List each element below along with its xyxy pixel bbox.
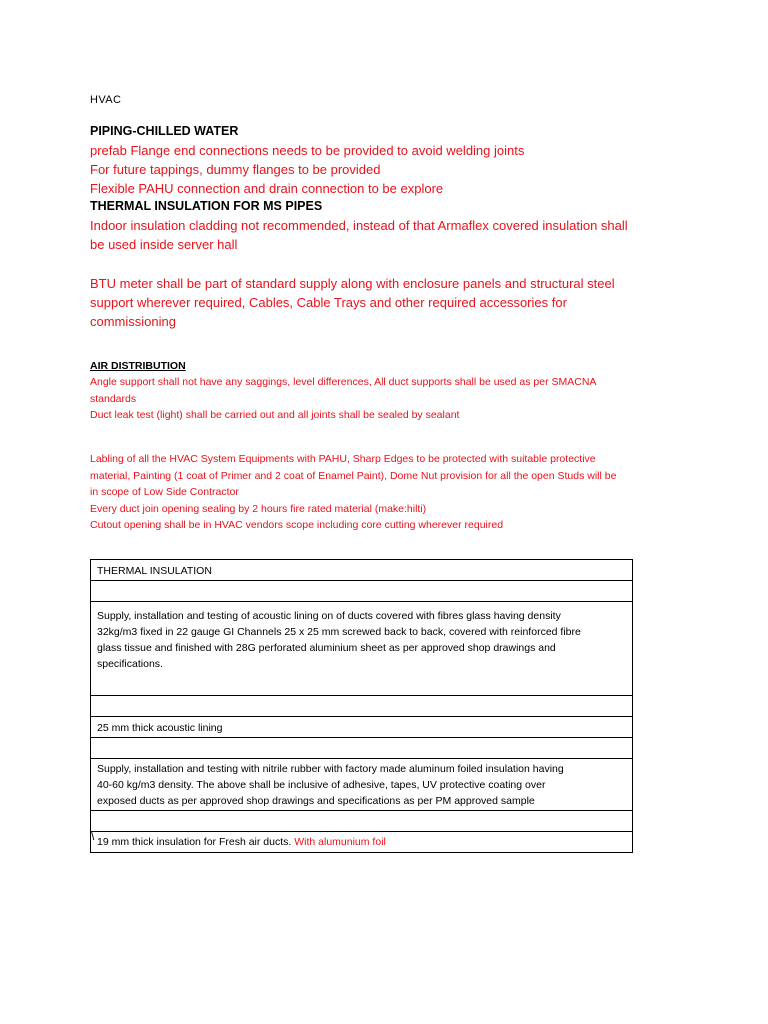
air-note: standards: [90, 392, 137, 405]
thermal-note: be used inside server hall: [90, 237, 238, 252]
table-row: [91, 832, 633, 853]
air-distribution-notes: [90, 374, 596, 424]
table-cell-nitrile-spec: [91, 759, 633, 811]
btu-notes: [90, 274, 615, 331]
air-distribution-heading: AIR DISTRIBUTION: [90, 360, 186, 372]
cell-line: 32kg/m3 fixed in 22 gauge GI Channels 25 x 25 mm screwed back to back, covered with reinforced fibre: [97, 626, 581, 638]
table-row-empty: [91, 811, 633, 832]
table-row: [91, 717, 633, 738]
labeling-note: material, Painting (1 coat of Primer and 2 coat of Enamel Paint), Dome Nut provision for all the open Studs will be: [90, 469, 617, 482]
doc-title: HVAC: [90, 94, 122, 106]
air-note: Duct leak test (light) shall be carried out and all joints shall be sealed by sealant: [90, 409, 460, 421]
table-row: [91, 560, 633, 581]
table-cell-acoustic-spec: [91, 602, 633, 696]
cell-line: glass tissue and finished with 28G perforated aluminium sheet as per approved shop drawings and: [97, 642, 556, 654]
foil-note: With alumunium foil: [291, 836, 386, 848]
labeling-notes: [90, 451, 616, 534]
thermal-note: Indoor insulation cladding not recommended, instead of that Armaflex covered insulation shall: [90, 218, 628, 233]
cell-line: specifications.: [97, 658, 163, 670]
thermal-heading: THERMAL INSULATION FOR MS PIPES: [90, 199, 323, 213]
stray-backslash: \: [91, 829, 95, 843]
labeling-note: Every duct join opening sealing by 2 hours fire rated material (make:hilti): [90, 502, 427, 515]
air-note: Angle support shall not have any saggings, level differences, All duct supports shall be used as per SMACNA: [90, 376, 597, 388]
piping-note: For future tappings, dummy flanges to be provided: [90, 162, 381, 177]
btu-note: BTU meter shall be part of standard supply along with enclosure panels and structural steel: [90, 276, 615, 291]
cell-line: exposed ducts as per approved shop drawings and specifications as per PM approved sample: [97, 795, 535, 807]
table-row-empty: [91, 738, 633, 759]
thermal-insulation-table: [90, 559, 633, 853]
cell-line: Supply, installation and testing with nitrile rubber with factory made aluminum foiled insulation having: [97, 763, 564, 775]
labeling-note: in scope of Low Side Contractor: [90, 486, 239, 498]
table-cell-fresh-air: [91, 832, 633, 853]
table-row-empty: [91, 696, 633, 717]
btu-note: commissioning: [90, 314, 176, 329]
table-row: [91, 759, 633, 811]
piping-note: prefab Flange end connections needs to be provided to avoid welding joints: [90, 143, 525, 158]
fresh-air-text: 19 mm thick insulation for Fresh air ducts.: [97, 836, 292, 848]
cell-line: 40-60 kg/m3 density. The above shall be inclusive of adhesive, tapes, UV protective coating over: [97, 779, 546, 791]
piping-heading: PIPING-CHILLED WATER: [90, 124, 239, 138]
labeling-note: Labling of all the HVAC System Equipments with PAHU, Sharp Edges to be protected with suitable protective: [90, 453, 596, 465]
cell-line: Supply, installation and testing of acoustic lining on of ducts covered with fibres glass having density: [97, 610, 561, 622]
labeling-note: Cutout opening shall be in HVAC vendors scope including core cutting wherever required: [90, 519, 504, 531]
table-row-empty: [91, 581, 633, 602]
piping-notes: [90, 141, 524, 198]
btu-note: support wherever required, Cables, Cable Trays and other required accessories for: [90, 295, 567, 310]
thermal-notes: [90, 216, 628, 254]
table-row: [91, 602, 633, 696]
table-cell-acoustic-lining: 25 mm thick acoustic lining: [91, 717, 633, 738]
table-header-cell: THERMAL INSULATION: [91, 560, 633, 581]
piping-note: Flexible PAHU connection and drain connection to be explore: [90, 181, 444, 196]
